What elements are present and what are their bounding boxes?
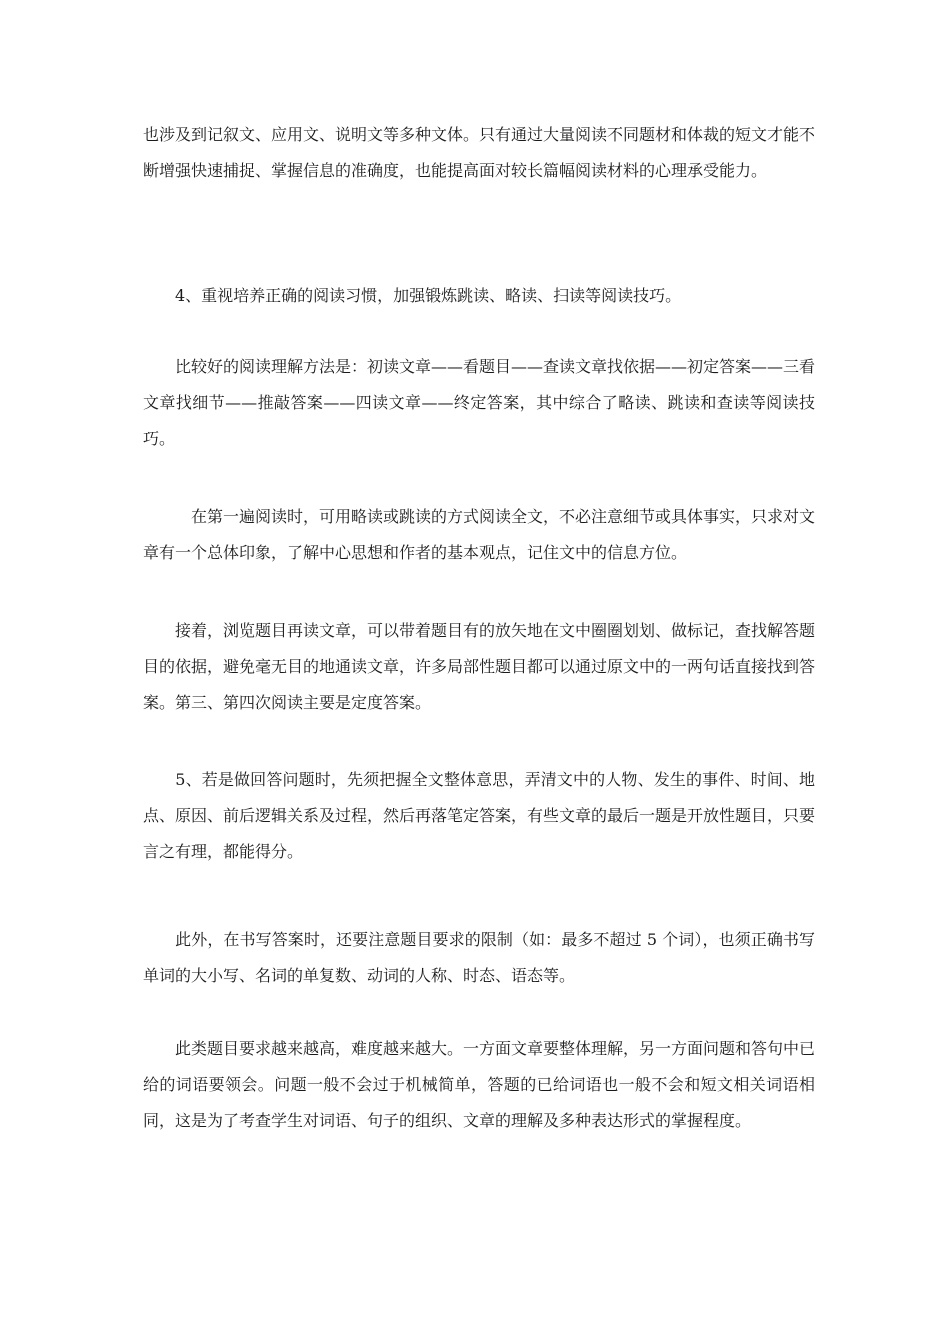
paragraph-difficulty: 此类题目要求越来越高，难度越来越大。一方面文章要整体理解，另一方面问题和答句中已给的词语要领会。问题一般不会过于机械简单，答题的已给词语也一般不会和短文相关词语相同，这是为了考查学生对词语、句子的组织、文章的理解及多种表达形式的掌握程度。	[143, 1039, 816, 1130]
paragraph-writing-answers: 此外，在书写答案时，还要注意题目要求的限制（如：最多不超过 5 个词），也须正确书写单词的大小写、名词的单复数、动词的人称、时态、语态等。	[143, 930, 815, 985]
paragraph-text-genres: 也涉及到记叙文、应用文、说明文等多种文体。只有通过大量阅读不同题材和体裁的短文才能不断增强快速捕捉、掌握信息的准确度，也能提高面对较长篇幅阅读材料的心理承受能力。	[143, 125, 816, 180]
paragraph-first-reading: 在第一遍阅读时，可用略读或跳读的方式阅读全文，不必注意细节或具体事实，只求对文章有一个总体印象，了解中心思想和作者的基本观点，记住文中的信息方位。	[143, 507, 816, 562]
paragraph-reading-habits: 4、重视培养正确的阅读习惯，加强锻炼跳读、略读、扫读等阅读技巧。	[143, 286, 682, 305]
paragraph-reading-method: 比较好的阅读理解方法是：初读文章——看题目——查读文章找依据——初定答案——三看文章找细节——推敲答案——四读文章——终定答案，其中综合了略读、跳读和查读等阅读技巧。	[143, 357, 816, 448]
paragraph-answering-questions: 5、若是做回答问题时，先须把握全文整体意思，弄清文中的人物、发生的事件、时间、地点、原因、前后逻辑关系及过程，然后再落笔定答案，有些文章的最后一题是开放性题目，只要言之有理，都能得分。	[143, 770, 816, 861]
paragraph-second-reading: 接着，浏览题目再读文章，可以带着题目有的放矢地在文中圈圈划划、做标记，查找解答题目的依据，避免毫无目的地通读文章，许多局部性题目都可以通过原文中的一两句话直接找到答案。第三、第四次阅读主要是定度答案。	[143, 621, 816, 712]
